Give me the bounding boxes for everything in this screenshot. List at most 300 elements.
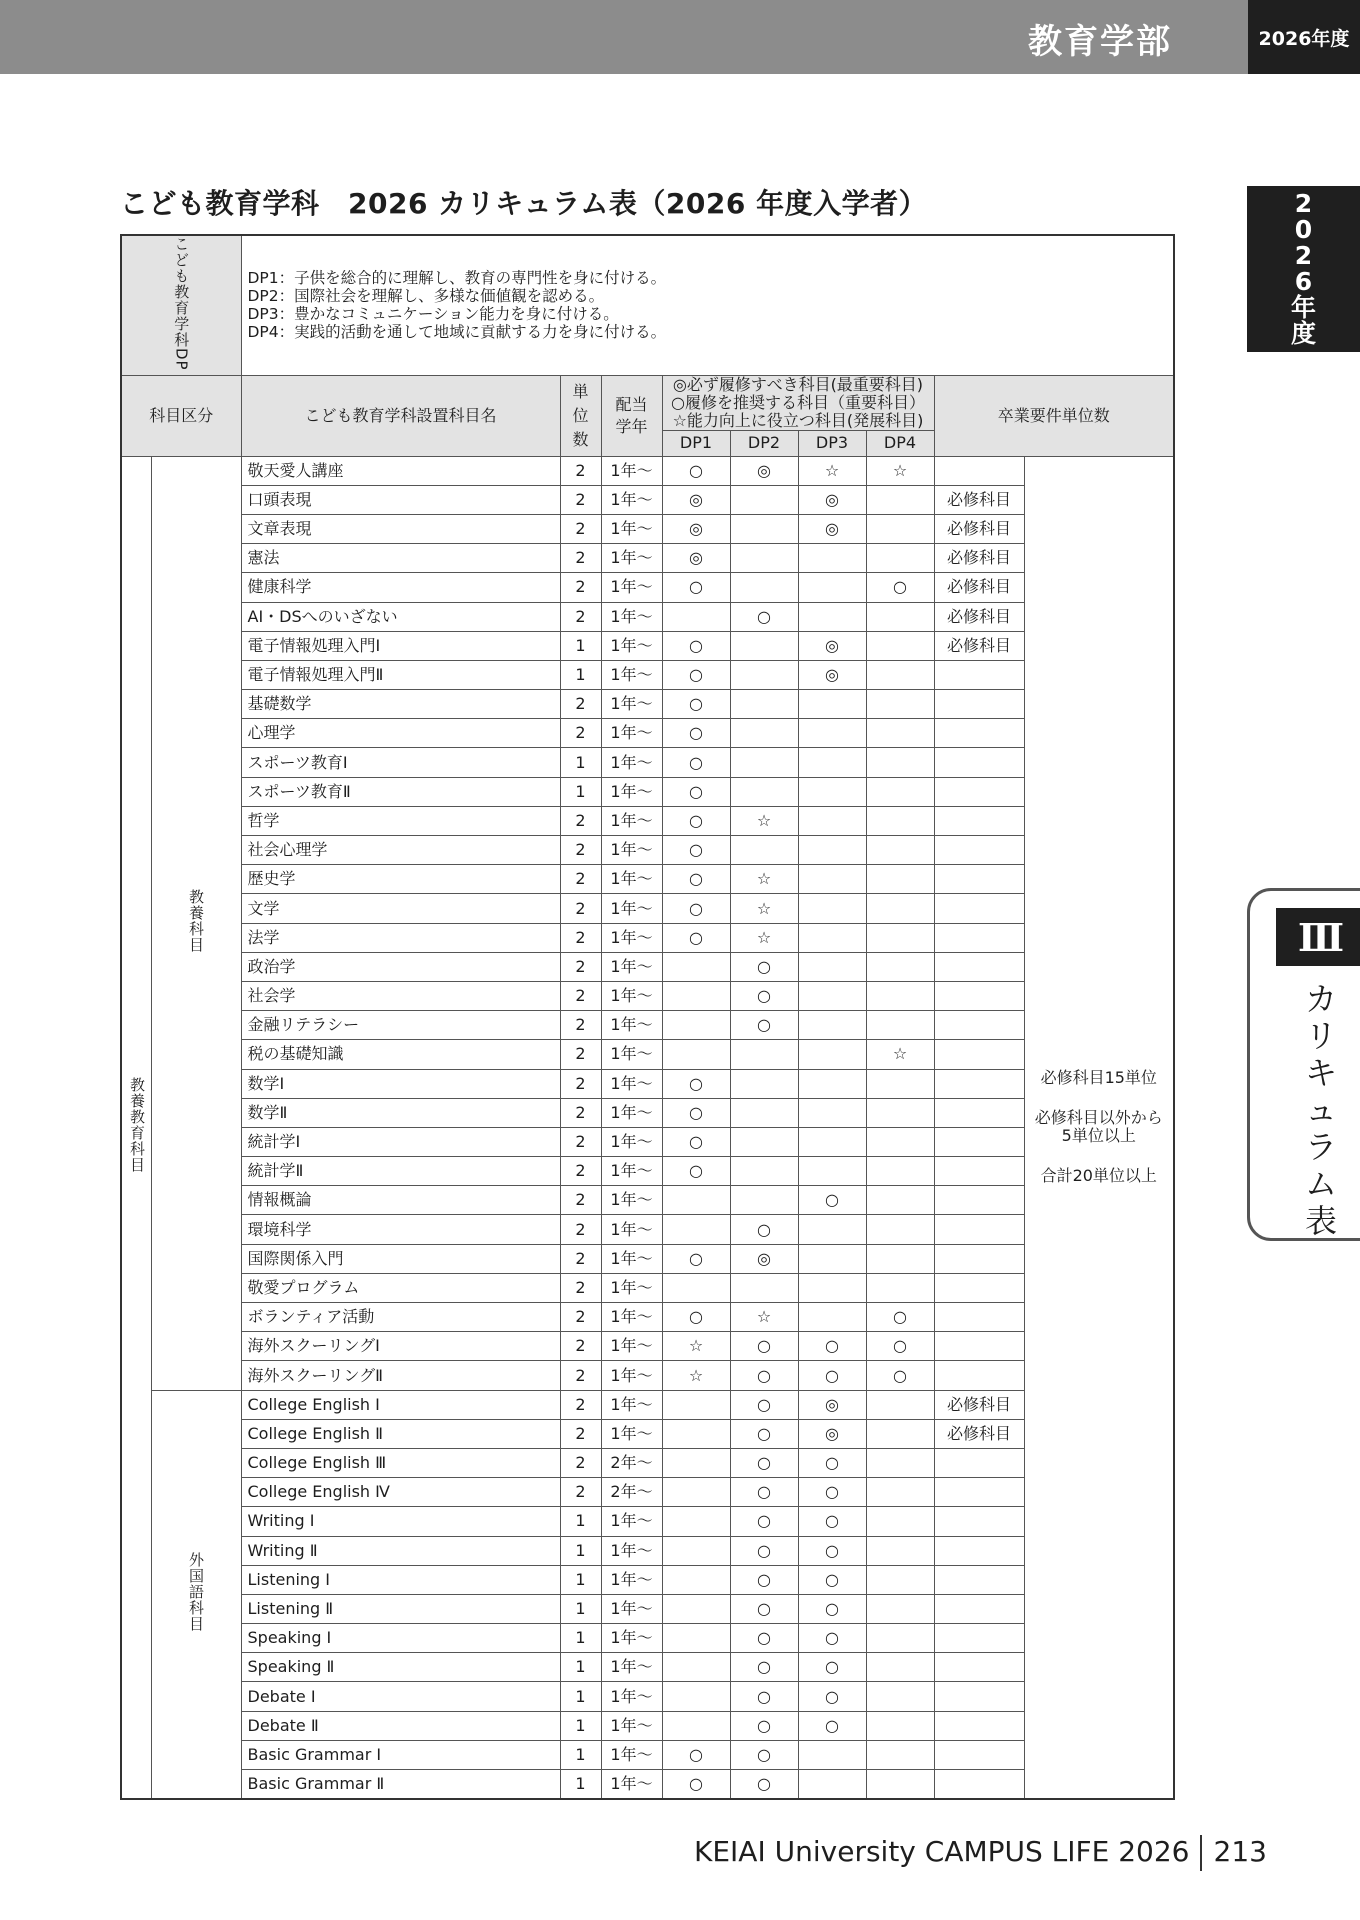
table-row [121, 1507, 1174, 1536]
dp3-mark [798, 1244, 866, 1273]
dp4-mark [866, 1653, 934, 1682]
credits-cell: 2 [560, 1069, 601, 1098]
subject-name: ボランティア活動 [241, 1303, 560, 1332]
required-mark [934, 1215, 1024, 1244]
dp-text-cell [241, 235, 1174, 375]
header-legend [662, 375, 934, 430]
table-row [121, 573, 1174, 602]
dp2-mark: ○ [730, 1536, 798, 1565]
dp1-mark: ○ [662, 894, 730, 923]
year-cell: 1年〜 [601, 1507, 662, 1536]
dp4-mark [866, 1682, 934, 1711]
dp4-mark: ○ [866, 1361, 934, 1390]
dp3-mark: ○ [798, 1448, 866, 1477]
dp4-mark [866, 952, 934, 981]
group-sub2-label: 外国語科目 [187, 1552, 205, 1633]
dp1-mark: ◎ [662, 485, 730, 514]
side-tab-year-char: 2 [1294, 241, 1313, 270]
dp2-mark [730, 660, 798, 689]
dp3-mark [798, 1011, 866, 1040]
grad-note-line: 必修科目以外から [1034, 1108, 1163, 1128]
subject-name: 憲法 [241, 544, 560, 573]
header-dp4: DP4 [866, 430, 934, 456]
dp3-mark [798, 1303, 866, 1332]
credits-cell: 1 [560, 1536, 601, 1565]
credits-cell: 2 [560, 836, 601, 865]
year-cell: 1年〜 [601, 485, 662, 514]
required-mark [934, 1594, 1024, 1623]
dp2-mark: ○ [730, 1653, 798, 1682]
required-mark [934, 719, 1024, 748]
subject-name: Writing Ⅰ [241, 1507, 560, 1536]
side-tab-year-char: 0 [1294, 215, 1313, 244]
dp4-mark [866, 1098, 934, 1127]
credits-cell: 1 [560, 660, 601, 689]
dp2-mark [730, 631, 798, 660]
required-mark [934, 690, 1024, 719]
credits-cell: 2 [560, 1040, 601, 1069]
table-row [121, 602, 1174, 631]
section-label [1286, 981, 1356, 1240]
required-mark [934, 836, 1024, 865]
dp1-mark: ○ [662, 573, 730, 602]
table-row [121, 1419, 1174, 1448]
dp3-mark [798, 1740, 866, 1769]
dp1-mark: ◎ [662, 514, 730, 543]
dp2-mark [730, 1127, 798, 1156]
dp1-mark [662, 952, 730, 981]
credits-cell: 2 [560, 485, 601, 514]
dp1-mark [662, 1653, 730, 1682]
subject-name: 情報概論 [241, 1186, 560, 1215]
dp2-mark: ○ [730, 1565, 798, 1594]
year-cell: 1年〜 [601, 1069, 662, 1098]
dp2-mark [730, 1273, 798, 1302]
dp1-mark: ○ [662, 1127, 730, 1156]
credits-cell: 1 [560, 1594, 601, 1623]
table-row [121, 1594, 1174, 1623]
dp3-mark [798, 1215, 866, 1244]
dp3-mark [798, 544, 866, 573]
dp2-mark [730, 544, 798, 573]
subject-name: Speaking Ⅰ [241, 1624, 560, 1653]
required-mark [934, 1157, 1024, 1186]
required-mark [934, 1507, 1024, 1536]
table-row [121, 456, 1174, 485]
dp3-mark: ○ [798, 1536, 866, 1565]
dp3-mark [798, 1127, 866, 1156]
dp4-mark [866, 660, 934, 689]
dp3-mark: ○ [798, 1682, 866, 1711]
subject-name: 敬天愛人講座 [241, 456, 560, 485]
required-mark [934, 1273, 1024, 1302]
credits-cell: 2 [560, 719, 601, 748]
table-row [121, 1040, 1174, 1069]
dp1-mark [662, 602, 730, 631]
year-cell: 1年〜 [601, 952, 662, 981]
credits-cell: 2 [560, 806, 601, 835]
dp3-mark: ○ [798, 1186, 866, 1215]
subject-name: 数学Ⅰ [241, 1069, 560, 1098]
dp2-mark: ○ [730, 1711, 798, 1740]
dp1-mark [662, 1419, 730, 1448]
faculty-title: 教育学部 [1028, 22, 1172, 62]
dp4-mark: ☆ [866, 456, 934, 485]
year-cell: 1年〜 [601, 1273, 662, 1302]
required-mark [934, 1332, 1024, 1361]
dp3-mark: ☆ [798, 456, 866, 485]
dp1-mark: ☆ [662, 1332, 730, 1361]
table-row [121, 1448, 1174, 1477]
credits-cell: 2 [560, 1157, 601, 1186]
group-sub2-cell [151, 1390, 241, 1799]
dp3-mark: ○ [798, 1332, 866, 1361]
dp4-mark [866, 544, 934, 573]
year-cell: 1年〜 [601, 719, 662, 748]
dp3-mark [798, 806, 866, 835]
required-mark [934, 660, 1024, 689]
subject-name: Listening Ⅱ [241, 1594, 560, 1623]
dp1-mark [662, 1011, 730, 1040]
year-cell: 1年〜 [601, 1390, 662, 1419]
dp3-mark: ◎ [798, 631, 866, 660]
year-cell: 1年〜 [601, 806, 662, 835]
dp-label-cell [121, 235, 241, 375]
top-header-bar [0, 0, 1360, 74]
table-row [121, 514, 1174, 543]
dp4-mark [866, 690, 934, 719]
required-mark [934, 1448, 1024, 1477]
dp4-mark [866, 777, 934, 806]
subject-name: 敬愛プログラム [241, 1273, 560, 1302]
table-row [121, 1361, 1174, 1390]
credits-cell: 2 [560, 1011, 601, 1040]
subject-name: 統計学Ⅰ [241, 1127, 560, 1156]
required-mark [934, 952, 1024, 981]
credits-cell: 1 [560, 1624, 601, 1653]
subject-name: 税の基礎知識 [241, 1040, 560, 1069]
dp2-mark [730, 1157, 798, 1186]
dp4-mark [866, 631, 934, 660]
year-cell: 1年〜 [601, 1740, 662, 1769]
credits-cell: 2 [560, 923, 601, 952]
section-label-char: 表 [1304, 1202, 1337, 1240]
credits-cell: 2 [560, 952, 601, 981]
required-mark [934, 456, 1024, 485]
dp1-mark: ○ [662, 1770, 730, 1799]
year-cell: 1年〜 [601, 1215, 662, 1244]
credits-cell: 1 [560, 777, 601, 806]
credits-cell: 2 [560, 514, 601, 543]
dp3-mark [798, 719, 866, 748]
year-cell: 1年〜 [601, 1565, 662, 1594]
dp4-mark [866, 1594, 934, 1623]
credits-cell: 2 [560, 602, 601, 631]
curriculum-table [120, 234, 1175, 1800]
subject-name: 統計学Ⅱ [241, 1157, 560, 1186]
dp2-mark [730, 573, 798, 602]
subject-name: 社会学 [241, 981, 560, 1010]
side-tab-year-char: 2 [1294, 189, 1313, 218]
dp4-mark [866, 748, 934, 777]
subject-name: 文章表現 [241, 514, 560, 543]
header-dp2: DP2 [730, 430, 798, 456]
credits-cell: 2 [560, 1332, 601, 1361]
dp2-mark: ○ [730, 981, 798, 1010]
subject-name: スポーツ教育Ⅱ [241, 777, 560, 806]
group-main-label: 教養教育科目 [128, 1077, 146, 1174]
year-cell: 1年〜 [601, 777, 662, 806]
subject-name: 国際関係入門 [241, 1244, 560, 1273]
credits-cell: 2 [560, 894, 601, 923]
dp2-mark: ○ [730, 1624, 798, 1653]
credits-cell: 1 [560, 1507, 601, 1536]
table-row [121, 1390, 1174, 1419]
table-row [121, 660, 1174, 689]
required-mark [934, 865, 1024, 894]
dp2-mark: ☆ [730, 894, 798, 923]
dp3-mark: ○ [798, 1361, 866, 1390]
dp3-mark [798, 836, 866, 865]
subject-name: Speaking Ⅱ [241, 1653, 560, 1682]
year-cell: 1年〜 [601, 1303, 662, 1332]
table-row [121, 719, 1174, 748]
subject-name: 哲学 [241, 806, 560, 835]
required-mark: 必修科目 [934, 544, 1024, 573]
dp3-mark: ○ [798, 1565, 866, 1594]
required-mark [934, 1711, 1024, 1740]
dp4-mark [866, 1127, 934, 1156]
credits-cell: 2 [560, 1244, 601, 1273]
year-cell: 1年〜 [601, 1244, 662, 1273]
subject-name: 歴史学 [241, 865, 560, 894]
required-mark [934, 1565, 1024, 1594]
dp1-mark [662, 1507, 730, 1536]
table-row [121, 777, 1174, 806]
dp3-mark [798, 1770, 866, 1799]
required-mark [934, 777, 1024, 806]
subject-name: Debate Ⅰ [241, 1682, 560, 1711]
credits-cell: 1 [560, 1565, 601, 1594]
header-year: 配当学年 [601, 375, 662, 456]
dp4-mark [866, 1157, 934, 1186]
table-row [121, 1711, 1174, 1740]
header-credits: 単位数 [560, 375, 601, 456]
table-row [121, 894, 1174, 923]
table-row [121, 1273, 1174, 1302]
dp1-mark: ○ [662, 1303, 730, 1332]
required-mark: 必修科目 [934, 485, 1024, 514]
dp1-mark [662, 1040, 730, 1069]
dp2-mark [730, 836, 798, 865]
credits-cell: 2 [560, 1419, 601, 1448]
dp1-mark [662, 1390, 730, 1419]
dp4-mark [866, 1215, 934, 1244]
dp3-mark [798, 748, 866, 777]
table-row [121, 806, 1174, 835]
subject-name: Basic Grammar Ⅱ [241, 1770, 560, 1799]
dp1-mark: ○ [662, 865, 730, 894]
dp4-mark [866, 1448, 934, 1477]
subject-name: AI・DSへのいざない [241, 602, 560, 631]
subject-name: 法学 [241, 923, 560, 952]
dp1-mark: ○ [662, 836, 730, 865]
grad-note-line: 合計20単位以上 [1040, 1166, 1157, 1186]
dp3-mark [798, 1040, 866, 1069]
year-cell: 1年〜 [601, 1332, 662, 1361]
grad-requirement-note [1024, 456, 1174, 1799]
dp2-mark [730, 1186, 798, 1215]
dp2-mark: ○ [730, 1740, 798, 1769]
credits-cell: 1 [560, 1711, 601, 1740]
credits-cell: 1 [560, 748, 601, 777]
year-cell: 1年〜 [601, 748, 662, 777]
dp4-mark [866, 1565, 934, 1594]
dp4-mark [866, 894, 934, 923]
subject-name: College English Ⅰ [241, 1390, 560, 1419]
table-row [121, 952, 1174, 981]
year-cell: 1年〜 [601, 1536, 662, 1565]
header-category: 科目区分 [121, 375, 241, 456]
required-mark [934, 1536, 1024, 1565]
header-dp3: DP3 [798, 430, 866, 456]
year-cell: 1年〜 [601, 1653, 662, 1682]
credits-cell: 2 [560, 1478, 601, 1507]
table-row [121, 1565, 1174, 1594]
subject-name: 金融リテラシー [241, 1011, 560, 1040]
page-title: こども教育学科 2026 カリキュラム表（2026 年度入学者） [120, 187, 928, 220]
page-number: 213 [1213, 1835, 1267, 1868]
dp-row [121, 235, 1174, 375]
dp2-mark [730, 719, 798, 748]
dp3-mark: ○ [798, 1653, 866, 1682]
credits-cell: 2 [560, 1215, 601, 1244]
dp2-mark: ○ [730, 602, 798, 631]
year-cell: 1年〜 [601, 602, 662, 631]
dp2-mark [730, 485, 798, 514]
year-cell: 1年〜 [601, 456, 662, 485]
year-cell: 1年〜 [601, 1361, 662, 1390]
dp4-mark [866, 981, 934, 1010]
dp1-mark [662, 1536, 730, 1565]
dp3-mark: ○ [798, 1507, 866, 1536]
dp2-mark: ○ [730, 1390, 798, 1419]
dp4-mark [866, 923, 934, 952]
subject-name: 環境科学 [241, 1215, 560, 1244]
footer [694, 1835, 1267, 1871]
year-cell: 1年〜 [601, 631, 662, 660]
subject-name: 社会心理学 [241, 836, 560, 865]
dp2-mark [730, 1098, 798, 1127]
dp1-mark [662, 1448, 730, 1477]
dp4-mark [866, 1770, 934, 1799]
subject-name: スポーツ教育Ⅰ [241, 748, 560, 777]
subject-name: 海外スクーリングⅡ [241, 1361, 560, 1390]
credits-cell: 2 [560, 1127, 601, 1156]
year-cell: 1年〜 [601, 1682, 662, 1711]
dp3-mark [798, 1069, 866, 1098]
dp1-mark: ○ [662, 923, 730, 952]
required-mark [934, 1740, 1024, 1769]
required-mark [934, 1127, 1024, 1156]
credits-cell: 2 [560, 456, 601, 485]
dp1-mark: ○ [662, 1740, 730, 1769]
credits-cell: 2 [560, 690, 601, 719]
year-cell: 1年〜 [601, 660, 662, 689]
required-mark [934, 1040, 1024, 1069]
year-cell: 1年〜 [601, 1711, 662, 1740]
dp2-mark: ○ [730, 1215, 798, 1244]
side-tab-year [1247, 186, 1360, 352]
dp1-mark: ○ [662, 777, 730, 806]
year-cell: 1年〜 [601, 865, 662, 894]
dp2-mark: ○ [730, 1682, 798, 1711]
dp1-mark: ◎ [662, 544, 730, 573]
dp4-mark [866, 1478, 934, 1507]
dp4-mark: ○ [866, 573, 934, 602]
dp1-mark: ○ [662, 456, 730, 485]
year-cell: 1年〜 [601, 894, 662, 923]
required-mark [934, 923, 1024, 952]
dp2-mark: ○ [730, 1594, 798, 1623]
dp1-mark: ○ [662, 719, 730, 748]
header-subject: こども教育学科設置科目名 [241, 375, 560, 456]
subject-name: Writing Ⅱ [241, 1536, 560, 1565]
dp2-mark: ○ [730, 1770, 798, 1799]
table-row [121, 1653, 1174, 1682]
dp3-mark [798, 690, 866, 719]
table-row [121, 1624, 1174, 1653]
credits-cell: 2 [560, 1098, 601, 1127]
year-cell: 2年〜 [601, 1448, 662, 1477]
credits-cell: 2 [560, 544, 601, 573]
dp3-mark [798, 923, 866, 952]
subject-name: College English Ⅲ [241, 1448, 560, 1477]
dp3-mark [798, 1273, 866, 1302]
dp1-mark: ○ [662, 660, 730, 689]
year-cell: 1年〜 [601, 1594, 662, 1623]
dp4-mark [866, 1740, 934, 1769]
year-cell: 1年〜 [601, 1186, 662, 1215]
required-mark [934, 1624, 1024, 1653]
dp1-mark [662, 1594, 730, 1623]
year-cell: 1年〜 [601, 981, 662, 1010]
subject-name: College English Ⅳ [241, 1478, 560, 1507]
dp4-mark [866, 602, 934, 631]
table-row [121, 1215, 1174, 1244]
dp-item: DP1：子供を総合的に理解し、教育の専門性を身に付ける。 [247, 269, 667, 288]
subject-name: 基礎数学 [241, 690, 560, 719]
dp1-mark: ○ [662, 748, 730, 777]
table-row [121, 1069, 1174, 1098]
dp2-mark [730, 690, 798, 719]
dp1-mark: ☆ [662, 1361, 730, 1390]
dp4-mark: ○ [866, 1303, 934, 1332]
table-row [121, 1127, 1174, 1156]
dp2-mark: ◎ [730, 1244, 798, 1273]
dp2-mark: ○ [730, 952, 798, 981]
dp2-mark: ☆ [730, 806, 798, 835]
dp2-mark [730, 514, 798, 543]
dp3-mark [798, 865, 866, 894]
dp3-mark: ○ [798, 1624, 866, 1653]
subject-name: Basic Grammar Ⅰ [241, 1740, 560, 1769]
required-mark [934, 1244, 1024, 1273]
year-cell: 1年〜 [601, 514, 662, 543]
dp4-mark [866, 836, 934, 865]
subject-name: 海外スクーリングⅠ [241, 1332, 560, 1361]
year-badge: 2026年度 [1248, 0, 1360, 74]
